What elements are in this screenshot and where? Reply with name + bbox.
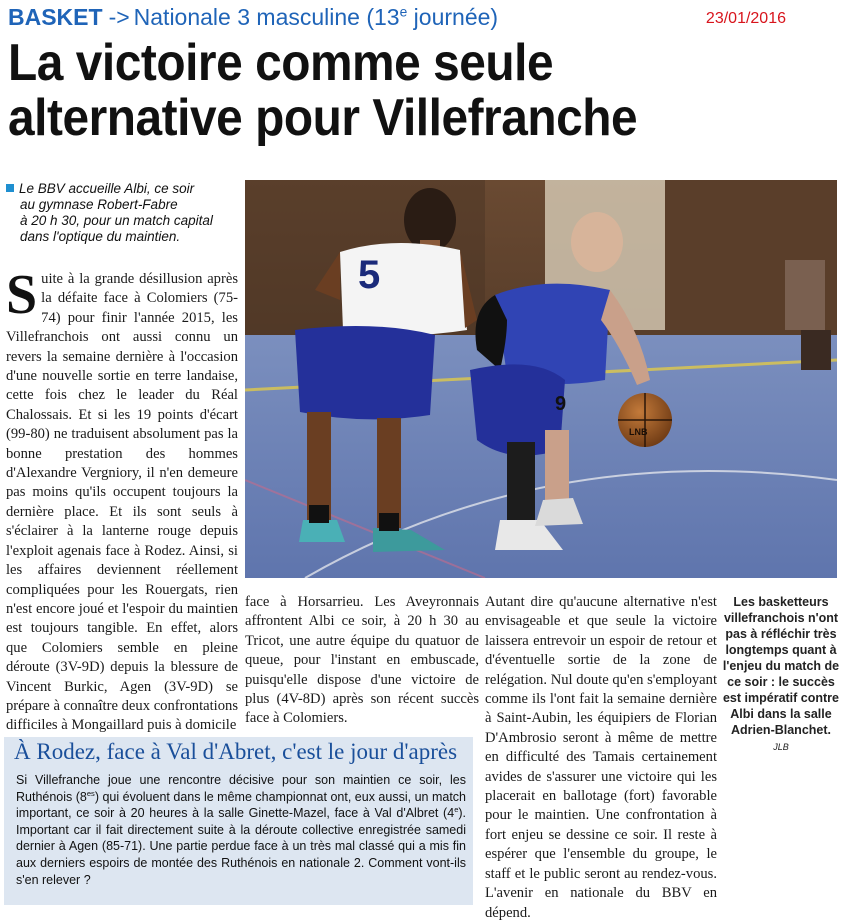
photo-caption: Les basketteurs villefranchois n'ont pas à réfléchir très longtemps quant à l'enjeu du match de ce soir : le succès est impératif contre Albi dans la salle Adrien-Blanchet. JLB	[722, 595, 840, 752]
sidebar-box	[4, 737, 473, 905]
lead-paragraph: Le BBV accueille Albi, ce soir au gymnase Robert-Fabre à 20 h 30, pour un match capital dans l'optique du maintien.	[6, 181, 238, 245]
jersey-number-left: 5	[358, 253, 381, 297]
subsection-name: Nationale 3 masculine (13e journée)	[133, 4, 499, 30]
jersey-number-right: 9	[555, 393, 567, 415]
kicker-arrow: ->	[108, 4, 130, 30]
drop-cap: S	[6, 264, 38, 326]
publication-date: 23/01/2016	[705, 10, 786, 27]
section-kicker	[8, 4, 498, 31]
sidebar-text: Si Villefranche joue une rencontre décisive pour son maintien ce soir, les Ruthénois $(8^{es})$ qui évoluent dans le même championnat ont, eux aussi, un match important, ce soir à 20 heures à la salle Ginette-Mazel, face à Val d'Albret (4e). Important car il fait directement suite à la déroute collective enregistrée samedi dernier à Agen (85-71). Une partie perdue face à un très mal classé qui a mis fin aux derniers espoirs de montée des Ruthénois en nationale 2. Comment vont-ils s'en relever ?	[16, 773, 467, 887]
article-photo	[245, 180, 837, 578]
article-column-3: Autant dire qu'aucune alternative n'est envisageable et que seule la victoire laissera entrevoir un espoir de retour et d'éventuelle sortie de la zone de relégation. Nul doute qu'en s'employant comme ils l'ont fait la semaine dernière à Saint-Aubin, les équipiers de Florian D'Ambrosio seront à même de mettre en difficulté des Tamais certainement avides de s'assurer une victoire qui les placerait en ballotage (fort) favorable pour le maintien. Une confrontation à fort enjeu se dessine ce soir. Il reste à espérer que l'ensemble du groupe, le staff et le public seront au rendez-vous. L'avenir en nationale du BBV en dépend.	[485, 594, 717, 921]
bullet-square-icon	[6, 184, 14, 192]
headline: La victoire comme seule alternative pour Villefranche	[8, 34, 638, 147]
basketball-figure	[618, 393, 672, 447]
ball-logo-text: LNB	[629, 427, 648, 437]
section-name: BASKET	[8, 4, 103, 30]
sidebar-title: À Rodez, face à Val d'Abret, c'est le jour d'après	[14, 739, 458, 764]
article-column-2: face à Horsarrieu. Les Aveyronnais affrontent Albi ce soir, à 20 h 30 au Tricot, une autre équipe du quatuor de queue, pour l'instant en embuscade, puisqu'elle dispose d'une victoire de plus (4V-8D) après son récent succès face à Colomiers.	[245, 594, 479, 727]
article-column-1: Suite à la grande désillusion après la défaite face à Colomiers (75-74) pour finir l'année 2015, les Villefranchois ont aussi connu un revers la semaine dernière à l'occasion d'une nouvelle sortie en terre landaise, cette fois chez le leader du Réal Chalossais. Et si les 19 points d'écart (99-80) ne traduisent absolument pas la bonne prestation des hommes d'Alexandre Vergniory, il n'en demeure pas moins qu'ils occupent toujours la dernière place. Et ils sont seuls à s'éclairer à la lanterne rouge depuis l'exploit agenais face à Rodez. Ainsi, si les affaires deviennent réellement compliquées pour les Rouergats, rien n'est encore joué et l'espoir du maintien est toujours tangible. En effet, alors que Colomiers semble en pleine déroute (3V-9D) depuis la blessure de Vincent Burkic, Agen (3V-9D) se prépare à connaître deux confrontations difficiles à Mongaillard puis à domicile	[6, 264, 238, 734]
photo-credit: JLB	[773, 742, 789, 752]
